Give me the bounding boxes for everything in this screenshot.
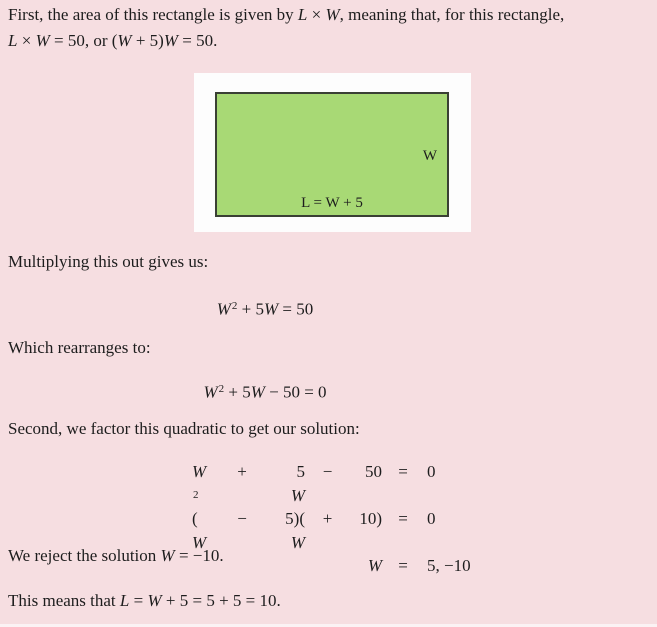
math-var-L: L <box>119 591 130 610</box>
expanded-equation <box>0 295 530 321</box>
math-var-W: W <box>325 5 340 24</box>
body-text: We reject the solution <box>8 546 161 565</box>
intro-text: = 50. <box>178 31 218 50</box>
intro-text: , meaning that, for this rectangle, <box>339 5 565 24</box>
math-var-W: W <box>35 31 50 50</box>
math-text: = 50 <box>278 299 314 319</box>
math-var-W: W <box>203 382 218 402</box>
math-var-W: W <box>117 31 132 50</box>
body-text: = −10. <box>174 546 224 565</box>
body-text: + 5 = 5 + 5 = 10. <box>161 591 281 610</box>
math-var-W: W <box>290 532 305 552</box>
intro-text: + 5) <box>131 31 164 50</box>
factor-cell <box>192 460 222 507</box>
rearrange-lead-text: Which rearranges to: <box>8 338 151 357</box>
math-var-L: L <box>297 5 308 24</box>
factor-cell: 0 <box>427 462 436 481</box>
math-exponent: 2 <box>218 383 225 395</box>
math-var-W: W <box>216 299 231 319</box>
math-var-W: W <box>290 485 305 505</box>
reject-line <box>8 545 224 567</box>
multiply-lead-text: Multiplying this out gives us: <box>8 252 209 271</box>
intro-text: × <box>307 5 326 24</box>
factor-cell: + <box>322 509 333 528</box>
math-text: + 5 <box>224 382 251 402</box>
factor-cell: = <box>398 556 408 575</box>
factor-cell: = <box>398 462 408 481</box>
factor-cell: 50 <box>365 462 382 481</box>
intro-paragraph <box>8 2 564 54</box>
math-var-W: W <box>250 382 265 402</box>
math-var-W: W <box>264 299 279 319</box>
math-var-W: W <box>192 532 207 552</box>
rectangle-diagram <box>215 92 449 217</box>
intro-text: First, the area of this rectangle is given by <box>8 5 298 24</box>
math-exponent: 2 <box>193 488 199 501</box>
factor-cell: 5, −10 <box>427 556 471 575</box>
width-label: W <box>422 148 437 164</box>
math-var-W: W <box>192 462 207 481</box>
body-text: = <box>129 591 148 610</box>
intro-text: = 50, or ( <box>49 31 118 50</box>
math-text: − 50 = 0 <box>264 382 327 402</box>
intro-text: × <box>17 31 36 50</box>
math-var-L: L <box>8 31 18 50</box>
conclusion-line <box>8 590 281 612</box>
math-text: 5 <box>296 462 305 481</box>
math-exponent: 2 <box>231 300 238 312</box>
body-text: This means that <box>8 591 120 610</box>
factor-cell <box>262 460 305 507</box>
factor-cell: = <box>398 509 408 528</box>
math-var-W: W <box>147 591 162 610</box>
factor-cell: + <box>237 462 247 481</box>
math-text: ( <box>192 509 198 528</box>
figure-card <box>194 73 471 232</box>
math-text: 5)( <box>285 509 305 528</box>
length-label: L = W + 5 <box>301 195 363 211</box>
factor-cell: W <box>367 556 382 575</box>
factor-steps <box>192 460 484 578</box>
factor-cell: 10) <box>359 509 382 528</box>
factor-cell: − <box>322 462 333 481</box>
factor-lead-text: Second, we factor this quadratic to get our solution: <box>8 419 360 438</box>
factor-cell: 0 <box>427 509 436 528</box>
math-var-W: W <box>160 546 175 565</box>
math-var-W: W <box>163 31 178 50</box>
standard-form-equation <box>0 378 530 404</box>
factor-cell <box>262 507 305 554</box>
factor-cell: − <box>237 509 247 528</box>
math-text: + 5 <box>237 299 264 319</box>
